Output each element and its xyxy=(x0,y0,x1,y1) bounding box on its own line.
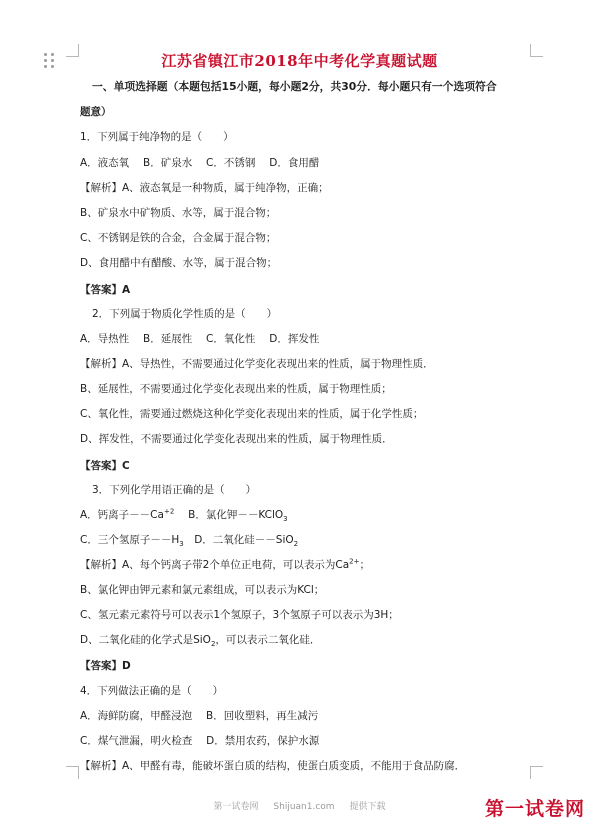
question-3-answer: 【答案】D xyxy=(80,660,131,672)
question-3-analysis-line xyxy=(80,558,370,572)
question-3-analysis-line: C、氢元素元素符号可以表示1个氢原子，3个氢原子可以表示为3H； xyxy=(80,609,399,621)
question-4-options-cd: C．煤气泄漏，明火检查 D．禁用农药，保护水源 xyxy=(80,735,320,747)
page-corner-mark xyxy=(530,766,543,779)
superscript: +2 xyxy=(163,507,175,516)
footer-site-name[interactable]: 第一试卷网 xyxy=(213,802,259,812)
question-3-options-cd xyxy=(80,533,298,547)
question-1-answer: 【答案】A xyxy=(80,284,131,296)
question-1-stem: 1．下列属于纯净物的是（ ） xyxy=(80,131,234,143)
analysis-text: D、二氧化硅的化学式是SiO xyxy=(80,634,211,646)
question-2-analysis-line: B、延展性，不需要通过化学变化表现出来的性质，属于物理性质； xyxy=(80,383,392,395)
section-heading: 一、单项选择题（本题包括15小题，每小题2分，共30分．每小题只有一个选项符合 xyxy=(92,80,497,93)
analysis-text: 【解析】A、每个钙离子带2个单位正电荷，可以表示为Ca xyxy=(80,559,350,571)
subscript: 2 xyxy=(210,640,216,649)
question-3-option-c: C．三个氢原子－－H xyxy=(80,534,180,546)
analysis-text: ，可以表示二氧化硅． xyxy=(215,634,321,646)
question-3-options-ab xyxy=(80,508,288,522)
question-3-option-b: B．氯化钾－－KClO xyxy=(174,509,284,521)
question-1-analysis-line: D、食用醋中有醋酸、水等，属于混合物； xyxy=(80,257,278,269)
question-2-analysis-line: 【解析】A、导热性，不需要通过化学变化表现出来的性质，属于物理性质． xyxy=(80,358,434,370)
question-3-option-d: D．二氧化硅－－SiO xyxy=(183,534,294,546)
subscript: 3 xyxy=(179,540,184,549)
question-2-options: A．导热性 B．延展性 C．氧化性 D．挥发性 xyxy=(80,333,320,345)
question-2-analysis-line: D、挥发性，不需要通过化学变化表现出来的性质，属于物理性质． xyxy=(80,433,393,445)
question-1-analysis-line: 【解析】A、液态氧是一种物质，属于纯净物，正确； xyxy=(80,182,329,194)
question-3-analysis-line xyxy=(80,633,320,647)
question-4-analysis-line: 【解析】A、甲醛有毒，能破坏蛋白质的结构，使蛋白质变质，不能用于食品防腐． xyxy=(80,760,466,772)
question-2-analysis-line: C、氧化性，需要通过燃烧这种化学变化表现出来的性质，属于化学性质； xyxy=(80,408,424,420)
question-4-options-ab: A．海鲜防腐，甲醛浸泡 B．回收塑料，再生减污 xyxy=(80,710,319,722)
question-1-options: A．液态氧 B．矿泉水 C．不锈钢 D．食用醋 xyxy=(80,157,320,169)
question-1-analysis-line: C、不锈钢是铁的合金，合金属于混合物； xyxy=(80,232,277,244)
footer-site-url[interactable]: Shijuan1.com xyxy=(273,802,335,812)
watermark-logo: 第一试卷网 xyxy=(484,798,585,820)
subscript: 2 xyxy=(293,540,299,549)
question-4-stem: 4．下列做法正确的是（ ） xyxy=(80,685,224,697)
superscript: 2+ xyxy=(349,557,360,566)
section-heading-continued: 题意） xyxy=(80,106,112,118)
question-3-option-a: A．钙离子－－Ca xyxy=(80,509,164,521)
footer-provide-download[interactable]: 提供下载 xyxy=(349,802,386,812)
question-2-answer: 【答案】C xyxy=(80,460,130,472)
analysis-text: ； xyxy=(359,559,370,571)
question-3-analysis-line: B、氯化钾由钾元素和氯元素组成，可以表示为KCl； xyxy=(80,584,325,596)
question-1-analysis-line: B、矿泉水中矿物质、水等，属于混合物； xyxy=(80,207,277,219)
question-3-stem: 3．下列化学用语正确的是（ ） xyxy=(92,484,257,496)
page-corner-mark xyxy=(66,766,79,779)
subscript: 3 xyxy=(283,515,288,524)
question-2-stem: 2．下列属于物质化学性质的是（ ） xyxy=(92,308,278,320)
document-title: 江苏省镇江市2018年中考化学真题试题 xyxy=(161,52,438,70)
